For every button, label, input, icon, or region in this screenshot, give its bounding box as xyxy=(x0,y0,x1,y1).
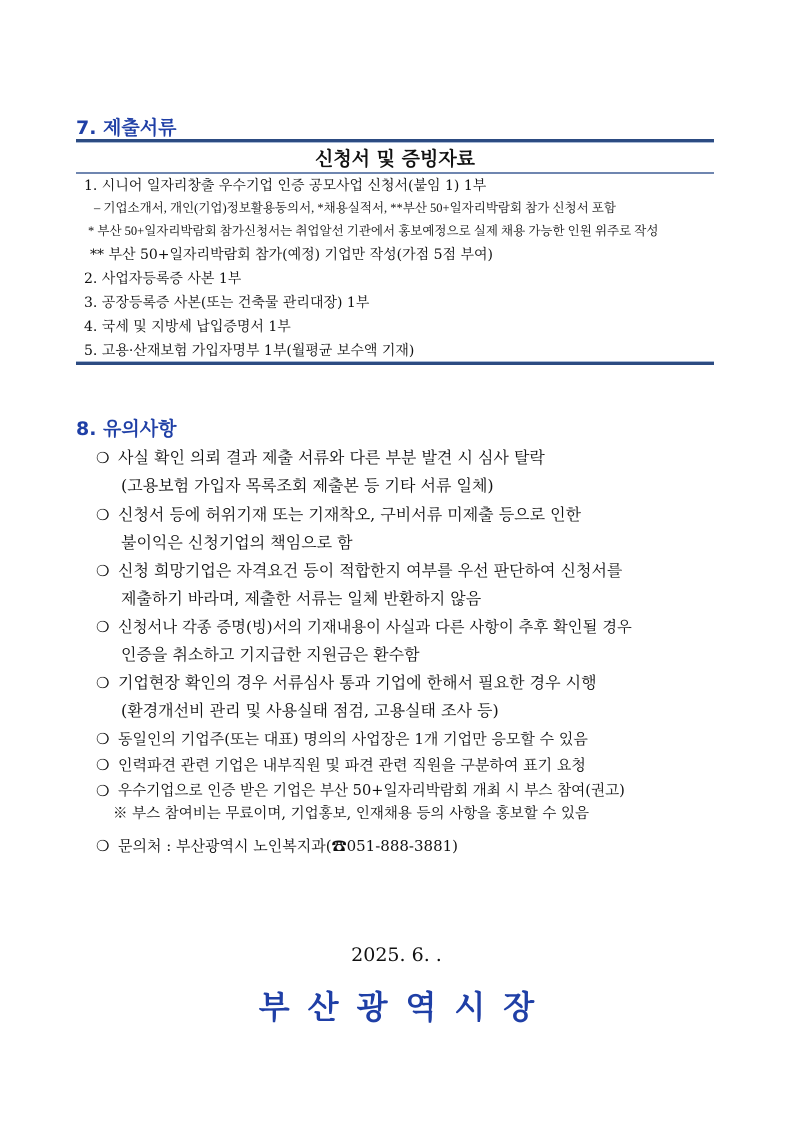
document-row-1-sub: – 기업소개서, 개인(기업)정보활용동의서, *채용실적서, **부산 50+일자리박람회 참가 신청서 포함 xyxy=(94,201,616,215)
note-line-continued: (환경개선비 관리 및 사용실태 점검, 고용실태 조사 등) xyxy=(121,701,499,720)
section-7-heading: 7. 제출서류 xyxy=(76,117,177,139)
circle-bullet-icon: ❍ xyxy=(96,756,110,774)
note-line: 신청 희망기업은 자격요건 등이 적합한지 여부를 우선 판단하여 신청서를 xyxy=(118,561,623,580)
document-row-1-note: * 부산 50+일자리박람회 참가신청서는 취업알선 기관에서 홍보예정으로 실제 채용 가능한 인원 위주로 작성 xyxy=(88,224,659,238)
note-line: 우수기업으로 인증 받은 기업은 부산 50+일자리박람회 개최 시 부스 참여(권고) xyxy=(118,782,625,799)
table-title: 신청서 및 증빙자료 xyxy=(314,148,476,170)
table-header-rule xyxy=(76,172,714,174)
document-row-4: 4. 국세 및 지방세 납입증명서 1부 xyxy=(84,319,291,335)
table-top-rule xyxy=(76,139,714,143)
circle-bullet-icon: ❍ xyxy=(96,562,110,580)
document-row-1-note2: ** 부산 50+일자리박람회 참가(예정) 기업만 작성(가점 5점 부여) xyxy=(90,247,493,263)
document-row-2: 2. 사업자등록증 사본 1부 xyxy=(84,271,242,287)
documents-table xyxy=(76,139,714,365)
circle-bullet-icon: ❍ xyxy=(96,674,110,692)
circle-bullet-icon: ❍ xyxy=(96,782,110,800)
note-line: 신청서나 각종 증명(빙)서의 기재내용이 사실과 다른 사항이 추후 확인될 경우 xyxy=(118,618,632,636)
issuer-signature: 부산광역시장 xyxy=(258,988,553,1026)
booth-fee-note: ※ 부스 참여비는 무료이며, 기업홍보, 인재채용 등의 사항을 홍보할 수 있음 xyxy=(113,806,590,822)
circle-bullet-icon: ❍ xyxy=(96,506,110,524)
note-line: 동일인의 기업주(또는 대표) 명의의 사업장은 1개 기업만 응모할 수 있음 xyxy=(118,730,588,748)
contact-line: 문의처 : 부산광역시 노인복지과(☎051-888-3881) xyxy=(118,837,459,855)
note-line: 신청서 등에 허위기재 또는 기재착오, 구비서류 미제출 등으로 인한 xyxy=(118,505,582,524)
note-line-continued: 불이익은 신청기업의 책임으로 함 xyxy=(121,533,353,552)
circle-bullet-icon: ❍ xyxy=(96,618,110,636)
table-bottom-rule xyxy=(76,361,714,365)
document-row-1: 1. 시니어 일자리창출 우수기업 인증 공모사업 신청서(붙임 1) 1부 xyxy=(84,178,487,194)
note-line: 기업현장 확인의 경우 서류심사 통과 기업에 한해서 필요한 경우 시행 xyxy=(118,673,597,692)
section-8-heading: 8. 유의사항 xyxy=(76,418,177,440)
note-line-continued: 인증을 취소하고 기지급한 지원금은 환수함 xyxy=(121,645,420,664)
document-date: 2025. 6. . xyxy=(351,944,442,966)
circle-bullet-icon: ❍ xyxy=(96,837,110,855)
note-line-continued: (고용보험 가입자 목록조회 제출본 등 기타 서류 일체) xyxy=(121,476,494,495)
note-line: 인력파견 관련 기업은 내부직원 및 파견 관련 직원을 구분하여 표기 요청 xyxy=(118,756,586,774)
circle-bullet-icon: ❍ xyxy=(96,730,110,748)
document-row-5: 5. 고용·산재보험 가입자명부 1부(월평균 보수액 기재) xyxy=(84,343,415,359)
document-row-3: 3. 공장등록증 사본(또는 건축물 관리대장) 1부 xyxy=(84,295,370,311)
note-line-continued: 제출하기 바라며, 제출한 서류는 일체 반환하지 않음 xyxy=(121,589,482,608)
circle-bullet-icon: ❍ xyxy=(96,449,110,467)
note-line: 사실 확인 의뢰 결과 제출 서류와 다른 부분 발견 시 심사 탈락 xyxy=(118,448,545,467)
